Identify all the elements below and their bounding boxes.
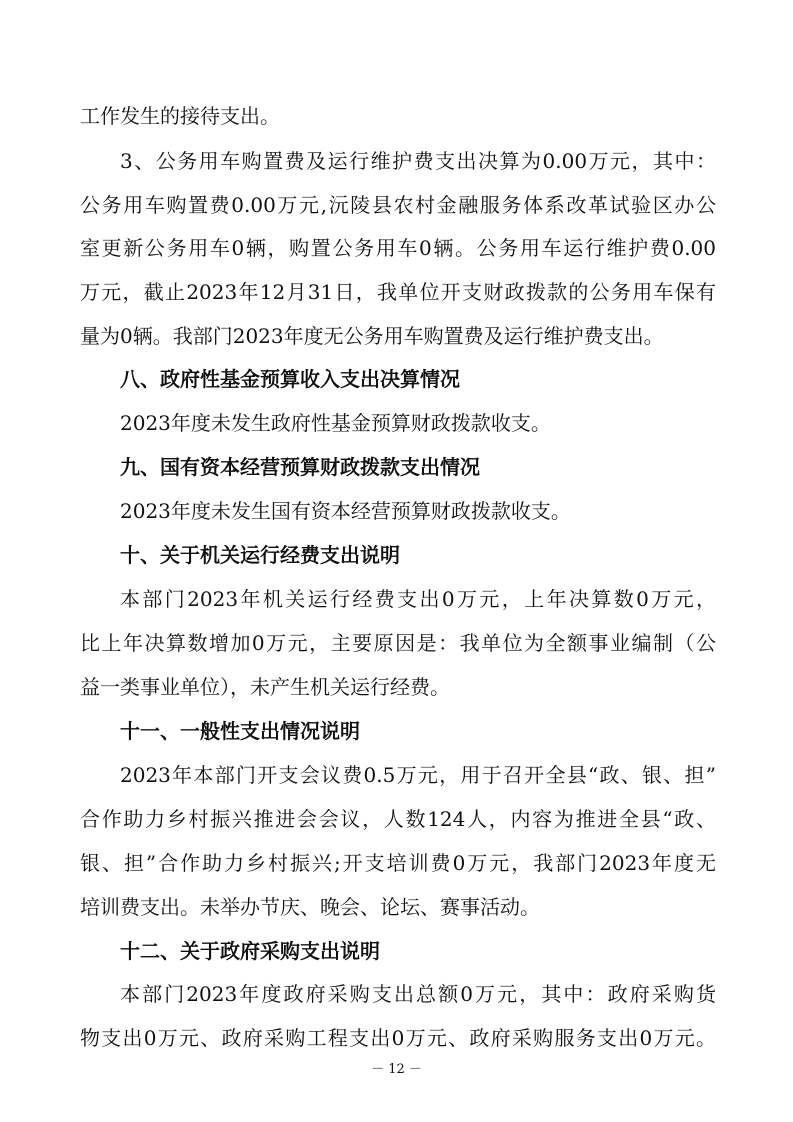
body-line: 3、公务用车购置费及运行维护费支出决算为0.00万元，其中： <box>120 149 716 173</box>
section-heading-8: 八、政府性基金预算收入支出决算情况 <box>120 367 460 391</box>
body-line: 物支出0万元、政府采购工程支出0万元、政府采购服务支出0万元。 <box>80 1026 716 1050</box>
body-line: 合作助力乡村振兴推进会会议，人数124人，内容为推进全县“政、 <box>80 807 716 831</box>
section-heading-11: 十一、一般性支出情况说明 <box>120 719 360 743</box>
body-line: 本部门2023年度政府采购支出总额0万元，其中：政府采购货 <box>120 982 716 1006</box>
body-line: 2023年度未发生政府性基金预算财政拨款收支。 <box>120 411 551 435</box>
body-line: 培训费支出。未举办节庆、晚会、论坛、赛事活动。 <box>80 895 540 919</box>
section-heading-12: 十二、关于政府采购支出说明 <box>120 939 380 963</box>
body-line: 2023年本部门开支会议费0.5万元，用于召开全县“政、银、担” <box>120 763 716 787</box>
body-line: 比上年决算数增加0万元，主要原因是：我单位为全额事业编制（公 <box>80 631 716 655</box>
body-line: 公务用车购置费0.00万元,沅陵县农村金融服务体系改革试验区办公 <box>80 193 716 217</box>
body-line: 万元，截止2023年12月31日，我单位开支财政拨款的公务用车保有 <box>80 280 716 304</box>
body-line: 量为0辆。我部门2023年度无公务用车购置费及运行维护费支出。 <box>80 324 664 348</box>
section-heading-10: 十、关于机关运行经费支出说明 <box>120 543 400 567</box>
body-line: 本部门2023年机关运行经费支出0万元，上年决算数0万元， <box>120 587 716 611</box>
body-line: 室更新公务用车0辆，购置公务用车0辆。公务用车运行维护费0.00 <box>80 236 716 260</box>
body-line: 2023年度未发生国有资本经营预算财政拨款收支。 <box>120 499 571 523</box>
body-line: 银、担”合作助力乡村振兴;开支培训费0万元，我部门2023年度无 <box>80 851 716 875</box>
body-line: 益一类事业单位），未产生机关运行经费。 <box>80 675 450 699</box>
section-heading-9: 九、国有资本经营预算财政拨款支出情况 <box>120 455 480 479</box>
page-number: － 12 － <box>371 1062 422 1077</box>
body-line: 工作发生的接待支出。 <box>80 104 280 128</box>
